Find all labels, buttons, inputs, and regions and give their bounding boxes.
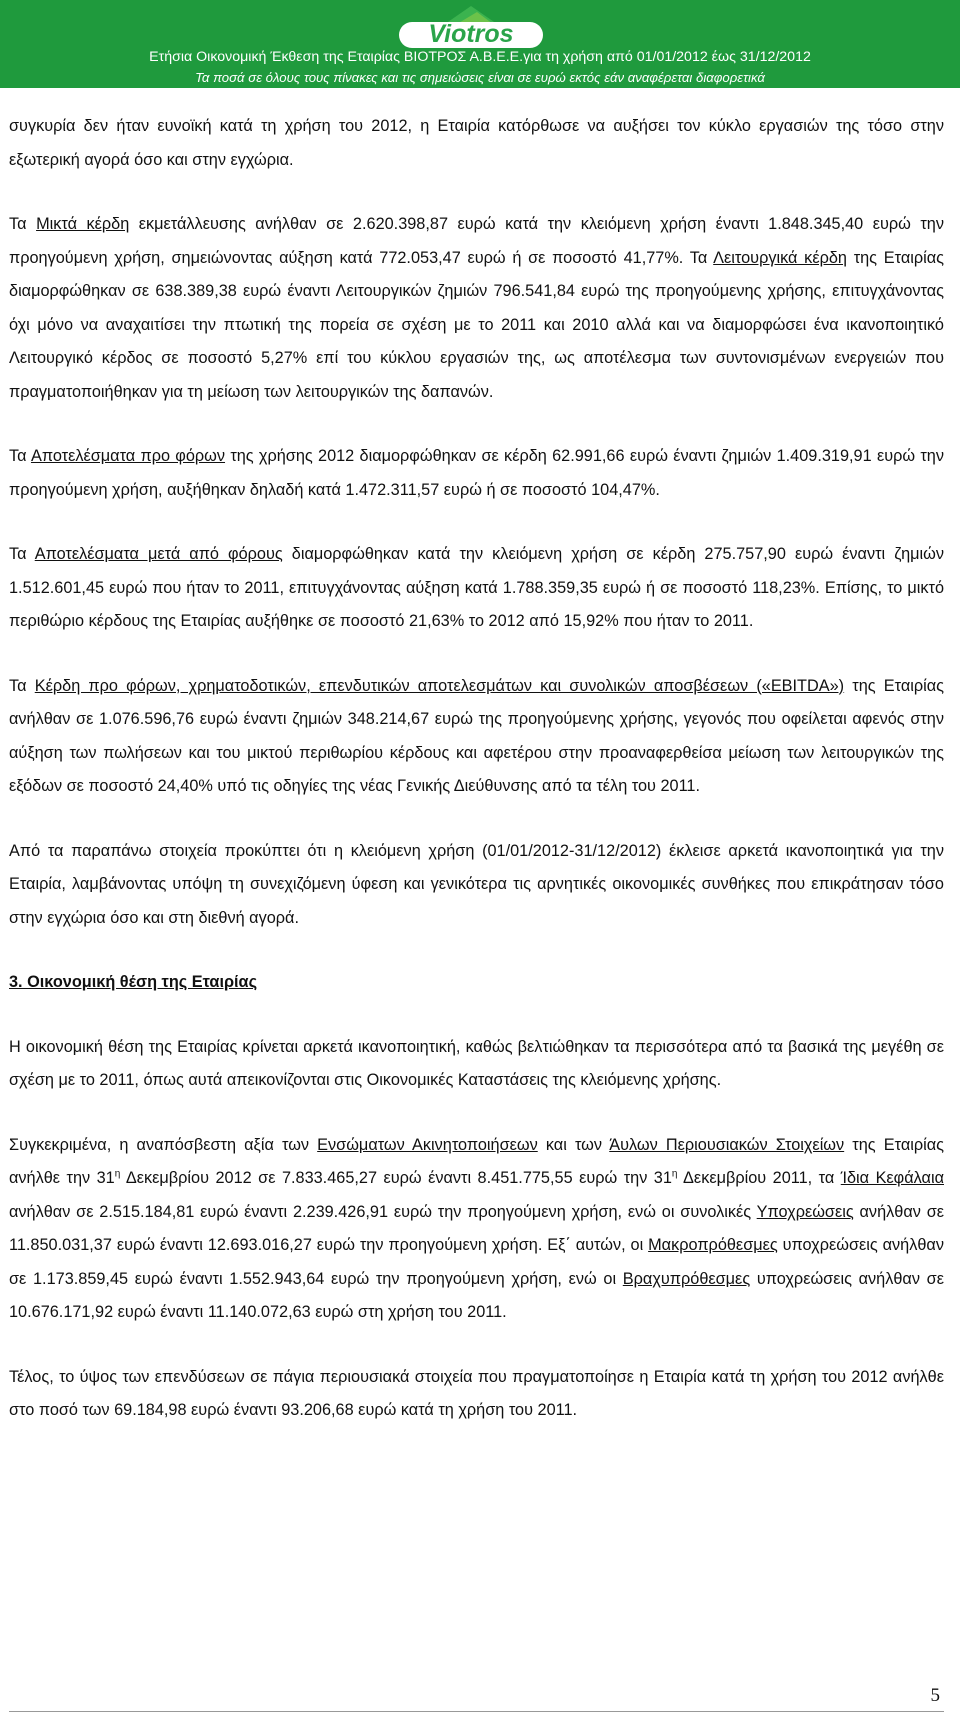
term-equity: Ίδια Κεφάλαια bbox=[840, 1169, 944, 1187]
term-intangible-assets: Άυλων Περιουσιακών Στοιχείων bbox=[609, 1135, 845, 1154]
term-long-term: Μακροπρόθεσμες bbox=[648, 1236, 778, 1254]
paragraph-conclusion: Από τα παραπάνω στοιχεία προκύπτει ότι η κλειόμενη χρήση (01/01/2012-31/12/2012) έκλεισε αρκετά ικανοποιητικά για την Εταιρία, λαμβάνοντας υπόψη τη συνεχιζόμενη ύφεση και γενικότερα τις αρνητικές οικονομικές συνθήκες που επικράτησαν τόσο στην εγχώρια όσο και στη διεθνή αγορά. bbox=[9, 841, 944, 927]
paragraph-ebitda: Τα Κέρδη προ φόρων, χρηματοδοτικών, επενδυτικών αποτελεσμάτων και συνολικών αποσβέσεων («EBITDA») της Εταιρίας ανήλθαν σε 1.076.596,76 ευρώ έναντι ζημιών 348.214,67 ευρώ της προηγούμενης χρήσης, γεγονός που οφείλεται αφενός στην αύξηση των πωλήσεων και του μικτού περιθωρίου κέρδους και αφετέρου στην προαναφερθείσα μείωση των λειτουργικών της εξόδων σε ποσοστό 24,40% υπό τις οδηγίες της νέας Γενικής Διεύθυνσης από τα τέλη του 2011. bbox=[9, 676, 945, 795]
paragraph-turnover: συγκυρία δεν ήταν ευνοϊκή κατά τη χρήση του 2012, η Εταιρία κατόρθωσε να αυξήσει τον κύκλο εργασιών της τόσο στην εξωτερική αγορά όσο και στην εγχώρια. bbox=[9, 117, 944, 169]
header-report-title: Ετήσια Οικονομική Έκθεση της Εταιρίας ΒΙΟΤΡΟΣ Α.Β.Ε.Ε.για τη χρήση από 01/01/2012 έως 31/12/2012 bbox=[149, 49, 811, 65]
paragraph-aftertax-results: Τα Αποτελέσματα μετά από φόρους διαμορφώθηκαν κατά την κλειόμενη χρήση σε κέρδη 275.757,90 ευρώ έναντι ζημιών 1.512.601,45 ευρώ που ήταν το 2011, επιτυγχάνοντας αύξηση κατά 1.788.359,35 ευρώ ή σε ποσοστό 118,23%. Επίσης, το μικτό περιθώριο κέρδους της Εταιρίας αυξήθηκε σε ποσοστό 21,63% το 2012 από 15,92% που ήταν το 2011. bbox=[9, 545, 944, 630]
term-gross-profit: Μικτά κέρδη bbox=[36, 215, 130, 233]
footer-rule bbox=[9, 1711, 944, 1712]
page-number: 5 bbox=[930, 1685, 940, 1706]
page-header bbox=[0, 0, 960, 88]
term-ebitda: Κέρδη προ φόρων, χρηματοδοτικών, επενδυτικών αποτελεσμάτων και συνολικών αποσβέσεων («EBITDA») bbox=[34, 676, 845, 695]
paragraph-assets-liabilities: Συγκεκριμένα, η αναπόσβεστη αξία των Ενσώματων Ακινητοποιήσεων και των Άυλων Περιουσιακών Στοιχείων της Εταιρίας ανήλθε την $31^\eta$ Δεκεμβρίου 2012 σε 7.833.465,27 ευρώ έναντι 8.451.775,55 ευρώ την $31^\eta$ Δεκεμβρίου 2011, τα Ίδια Κεφάλαια ανήλθαν σε 2.515.184,81 ευρώ έναντι 2.239.426,91 ευρώ την προηγούμενη χρήση, ενώ οι συνολικές Υποχρεώσεις ανήλθαν σε 11.850.031,37 ευρώ έναντι 12.693.016,27 ευρώ την προηγούμενη χρήση. Εξ΄ αυτών, οι Μακροπρόθεσμες υποχρεώσεις ανήλθαν σε 1.173.859,45 ευρώ έναντι 1.552.943,64 ευρώ την προηγούμενη χρήση, ενώ οι Βραχυπρόθεσμες υποχρεώσεις ανήλθαν σε 10.676.171,92 ευρώ έναντι 11.140.072,63 ευρώ στη χρήση του 2011. bbox=[9, 1135, 944, 1321]
viotros-logo bbox=[393, 0, 549, 50]
header-currency-note: Τα ποσά σε όλους τους πίνακες και τις σημειώσεις είναι σε ευρώ εκτός εάν αναφέρεται διαφορετικά bbox=[195, 70, 765, 85]
term-operating-profit: Λειτουργικά κέρδη bbox=[713, 248, 847, 267]
paragraph-financial-position: Η οικονομική θέση της Εταιρίας κρίνεται αρκετά ικανοποιητική, καθώς βελτιώθηκαν τα περισσότερα από τα βασικά της μεγέθη σε σχέση με το 2011, όπως αυτά απεικονίζονται στις Οικονομικές Καταστάσεις της κλειόμενης χρήσης. bbox=[9, 1037, 944, 1089]
paragraph-pretax-results: Τα Αποτελέσματα προ φόρων της χρήσης 2012 διαμορφώθηκαν σε κέρδη 62.991,66 ευρώ έναντι ζημιών 1.409.319,91 ευρώ την προηγούμενη χρήση, αυξήθηκαν δηλαδή κατά 1.472.311,57 ευρώ ή σε ποσοστό 104,47%. bbox=[9, 447, 944, 499]
document-body bbox=[9, 110, 944, 1459]
term-liabilities: Υποχρεώσεις bbox=[756, 1202, 854, 1221]
term-aftertax-results: Αποτελέσματα μετά από φόρους bbox=[34, 545, 283, 563]
logo-text: Viotros bbox=[428, 20, 514, 48]
paragraph-gross-profit: Τα Μικτά κέρδη εκμετάλλευσης ανήλθαν σε 2.620.398,87 ευρώ κατά την κλειόμενη χρήση έναντι 1.848.345,40 ευρώ την προηγούμενη χρήση, σημειώνοντας αύξηση κατά 772.053,47 ευρώ ή σε ποσοστό 41,77%. Τα Λειτουργικά κέρδη της Εταιρίας διαμορφώθηκαν σε 638.389,38 ευρώ έναντι Λειτουργικών ζημιών 796.541,84 ευρώ της προηγούμενης χρήσης, επιτυγχάνοντας όχι μόνο να αναχαιτίσει την πτωτική της πορεία σε σχέση με το 2011 και 2010 αλλά και να διαμορφώσει ένα ικανοποιητικό Λειτουργικό κέρδος σε ποσοστό 5,27% επί του κύκλου εργασιών της, ως αποτέλεσμα των συντονισμένων ενεργειών που πραγματοποιήθηκαν για τη μείωση των λειτουργικών της δαπανών. bbox=[9, 215, 944, 401]
term-tangible-assets: Ενσώματων Ακινητοποιήσεων bbox=[317, 1135, 538, 1154]
section-heading: 3. Οικονομική θέση της Εταιρίας bbox=[9, 973, 258, 991]
term-short-term: Βραχυπρόθεσμες bbox=[622, 1269, 751, 1288]
paragraph-investments: Τέλος, το ύψος των επενδύσεων σε πάγια περιουσιακά στοιχεία που πραγματοποίησε η Εταιρία κατά τη χρήση του 2012 ανήλθε στο ποσό των 69.184,98 ευρώ έναντι 93.206,68 ευρώ κατά τη χρήση του 2011. bbox=[9, 1367, 944, 1419]
term-pretax-results: Αποτελέσματα προ φόρων bbox=[30, 447, 226, 465]
